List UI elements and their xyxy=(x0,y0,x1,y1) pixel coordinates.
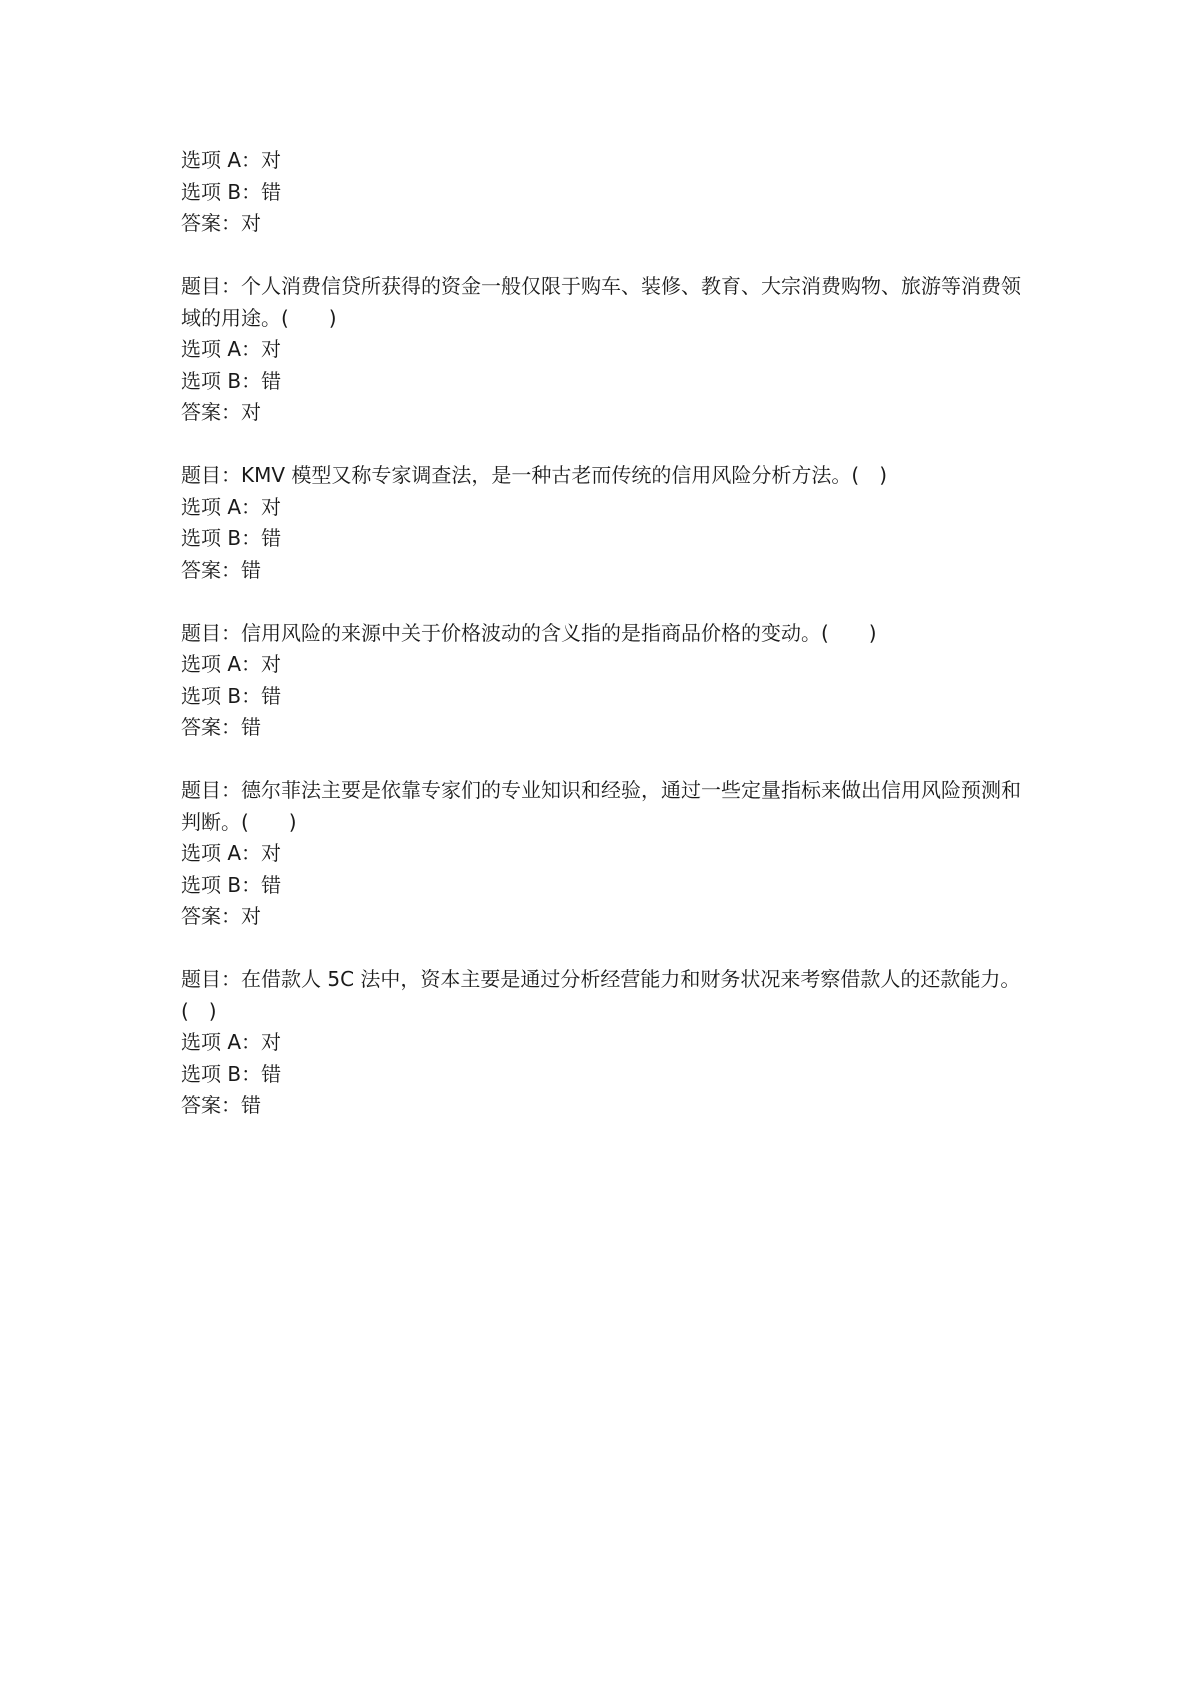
option-a-text: 选项 A：对 xyxy=(181,1030,282,1054)
question-block-6 xyxy=(181,964,1021,1122)
answer-text: 答案：对 xyxy=(181,400,261,424)
option-b-text: 选项 B：错 xyxy=(181,872,282,897)
question-text: 题目：个人消费信贷所获得的资金一般仅限于购车、装修、教育、大宗消费购物、旅游等消费领域的用途。( ) xyxy=(181,274,1021,330)
question-block-4 xyxy=(181,618,1021,744)
question-text: 题目：德尔菲法主要是依靠专家们的专业知识和经验，通过一些定量指标来做出信用风险预测和判断。( ) xyxy=(181,778,1021,834)
option-b-text: 选项 B：错 xyxy=(181,526,282,550)
option-b-text: 选项 B：错 xyxy=(181,368,282,393)
question-text: 题目：信用风险的来源中关于价格波动的含义指的是指商品价格的变动。( ) xyxy=(181,620,877,645)
answer-text: 答案：错 xyxy=(181,1093,261,1117)
option-a-text: 选项 A：对 xyxy=(181,652,282,676)
answer-text: 答案：错 xyxy=(181,557,261,582)
option-a-text: 选项 A：对 xyxy=(181,841,282,865)
question-block-1 xyxy=(181,145,1021,240)
option-a-text: 选项 A：对 xyxy=(181,148,282,172)
question-block-2 xyxy=(181,271,1021,429)
option-a-text: 选项 A：对 xyxy=(181,494,282,519)
option-b-text: 选项 B：错 xyxy=(181,1061,282,1086)
question-block-5 xyxy=(181,775,1021,933)
option-b-text: 选项 B：错 xyxy=(181,179,282,204)
question-text: 题目：KMV 模型又称专家调查法，是一种古老而传统的信用风险分析方法。( ) xyxy=(181,463,888,487)
answer-text: 答案：对 xyxy=(181,211,261,235)
option-a-text: 选项 A：对 xyxy=(181,337,282,361)
question-block-3 xyxy=(181,460,1021,586)
document-page xyxy=(181,145,1021,1153)
question-text: 题目：在借款人 5C 法中，资本主要是通过分析经营能力和财务状况来考察借款人的还款能力。( ) xyxy=(181,967,1021,1023)
answer-text: 答案：错 xyxy=(181,715,261,739)
option-b-text: 选项 B：错 xyxy=(181,683,282,708)
answer-text: 答案：对 xyxy=(181,904,261,928)
